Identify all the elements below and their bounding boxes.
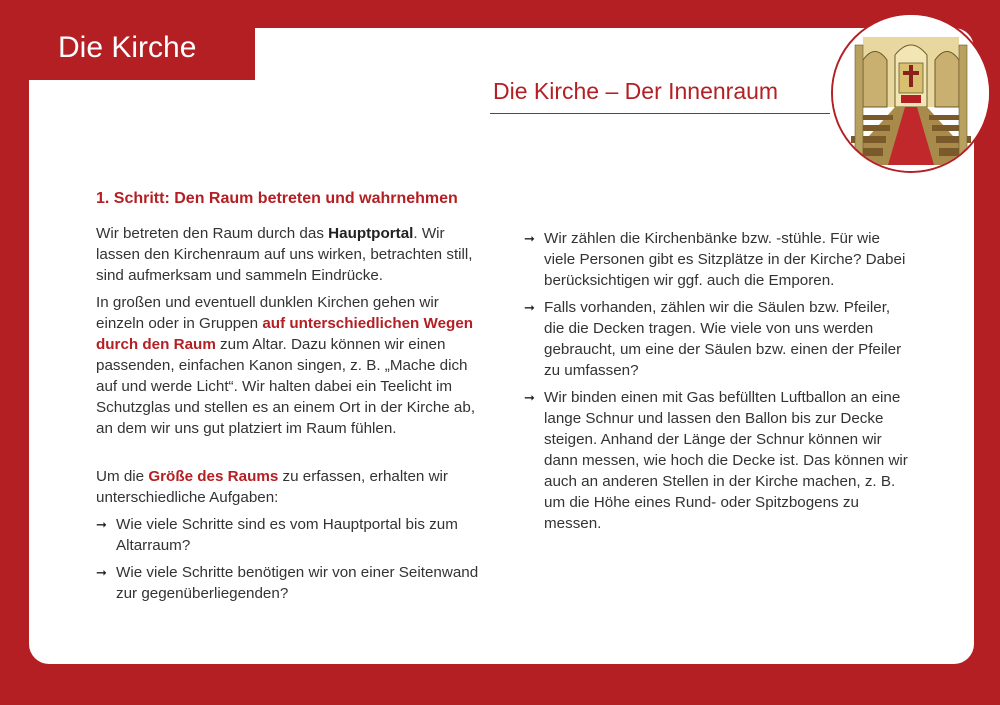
list-item: ➞ Wir binden einen mit Gas befüllten Luftballon an eine lange Schnur und lassen den Ballon bis zur Decke steigen. Anhand der Länge der Schnur können wir dann messen, wie hoch die Decke ist. Das können wir auch an anderen Stellen in der Kirche machen, z. B. um die Höhe eines Rund- oder Spitzbogens zu messen. [524,389,908,532]
step-title: 1. Schritt: Den Raum betreten und wahrnehmen [96,190,458,207]
arrow-right-icon: ➞ [96,517,107,532]
page-heading: Die Kirche – Der Innenraum [493,78,779,104]
wege-highlight: auf unterschiedlichen Wegen durch den Raum [96,315,474,353]
arrow-right-icon: ➞ [524,231,535,246]
paragraph-3: Um die Größe des Raums zu erfassen, erhalten wir unterschiedliche Aufgaben: [96,468,448,506]
church-icon [833,15,989,171]
groesse-highlight: Größe des Raums [148,468,279,485]
heading-underline [490,113,830,114]
paragraph-1: Wir betreten den Raum durch das Hauptportal. Wir lassen den Kirchenraum auf uns wirken, betrachten still, sind aufmerksam und sammeln Eindrücke. [96,225,473,284]
left-column [96,188,491,610]
list-item: ➞ Falls vorhanden, zählen wir die Säulen bzw. Pfeiler, die die Decken tragen. Wie viele von uns werden gebraucht, um eine der Säulen bzw. einen der Pfeiler zu umfassen? [524,299,902,379]
paragraph-2: In großen und eventuell dunklen Kirchen gehen wir einzeln oder in Gruppen auf unterschiedlichen Wegen durch den Raum zum Altar. Dazu können wir einen passenden, einfachen Kanon singen, z. B. „Mache dich auf und werde Licht“. Wir halten dabei ein Teelicht im Schutzglas und stellen es an einem Ort in der Kirche ab, an dem wir uns gut platziert im Raum fühlen. [96,294,476,437]
tab-title: Die Kirche [58,31,197,64]
arrow-right-icon: ➞ [96,565,107,580]
list-item: ➞ Wie viele Schritte sind es vom Hauptportal bis zum Altarraum? [96,516,458,554]
right-column [524,228,909,540]
list-item: ➞ Wir zählen die Kirchenbänke bzw. -stühle. Für wie viele Personen gibt es Sitzplätze in der Kirche? Dabei berücksichtigen wir ggf. auch die Emporen. [524,230,906,289]
list-item: ➞ Wie viele Schritte benötigen wir von einer Seitenwand zur gegenüberliegenden? [96,564,479,602]
arrow-right-icon: ➞ [524,300,535,315]
arrow-right-icon: ➞ [524,390,535,405]
church-interior-illustration [831,13,991,173]
hauptportal-highlight: Hauptportal [328,225,414,242]
